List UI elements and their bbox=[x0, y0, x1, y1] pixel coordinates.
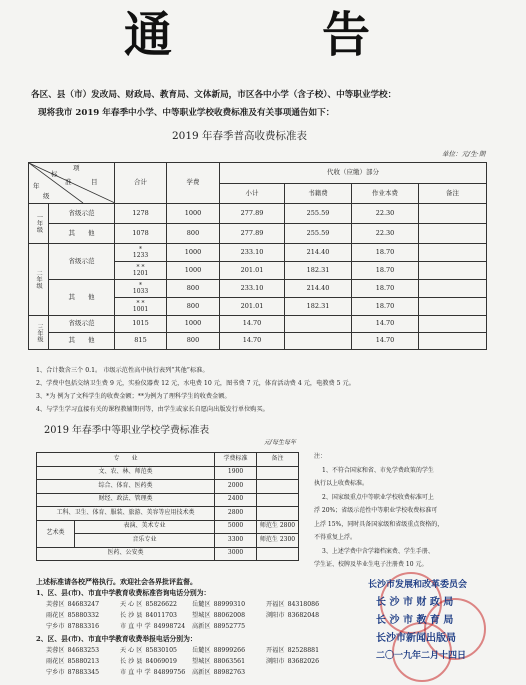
district-name: 浏阳市 bbox=[266, 612, 285, 619]
cell-major: 综合、体育、医药类 bbox=[37, 480, 215, 494]
phone-number: 88982763 bbox=[213, 669, 246, 676]
phone-number: 82528881 bbox=[287, 647, 320, 654]
phone-entry bbox=[46, 612, 99, 619]
cell-major: 表演、美术专业 bbox=[75, 520, 215, 534]
hdr-homework: 作业本费 bbox=[352, 183, 419, 204]
district-name: 浏阳市 bbox=[266, 658, 285, 665]
phone-number: 84683247 bbox=[67, 601, 100, 608]
cell-sub: 233.10 bbox=[220, 244, 285, 262]
cell-books: 214.40 bbox=[285, 280, 352, 298]
table-row bbox=[37, 507, 299, 521]
cell-major: 音乐专业 bbox=[75, 534, 215, 548]
cell-remark: 师范生 2300 bbox=[257, 534, 299, 548]
cell-remark bbox=[419, 298, 487, 316]
cell-major: 财经、政法、管理类 bbox=[37, 493, 215, 507]
district-name: 芙蓉区 bbox=[46, 601, 65, 608]
cell-tuition: 800 bbox=[167, 280, 220, 298]
phone-number: 88062008 bbox=[213, 612, 246, 619]
cell-total: 815 bbox=[115, 333, 167, 350]
table-row bbox=[37, 547, 299, 561]
phone-number: 84998724 bbox=[153, 623, 186, 630]
phone-number: 85830105 bbox=[145, 647, 177, 654]
phone-number: 85880332 bbox=[67, 612, 100, 619]
district-name: 岳麓区 bbox=[192, 647, 211, 654]
district-name: 开福区 bbox=[266, 601, 285, 608]
district-name: 开福区 bbox=[266, 647, 285, 654]
cell-remark bbox=[419, 280, 487, 298]
cell-books: 255.59 bbox=[285, 224, 352, 244]
cell-sub: 277.89 bbox=[220, 224, 285, 244]
cell-hw: 18.70 bbox=[352, 262, 419, 280]
phone-entry bbox=[266, 658, 319, 665]
phone-number: 84683253 bbox=[67, 647, 100, 654]
phone-number: 83682026 bbox=[287, 658, 320, 665]
cell-tuition: 800 bbox=[167, 224, 220, 244]
phone-entry bbox=[120, 669, 185, 676]
cell-hw: 22.30 bbox=[352, 204, 419, 224]
cell-std: 2800 bbox=[215, 507, 257, 521]
cell-sub: 277.89 bbox=[220, 204, 285, 224]
table-row bbox=[37, 534, 299, 548]
cell-std: 3300 bbox=[215, 534, 257, 548]
cell-books: 182.31 bbox=[285, 298, 352, 316]
district-name: 长 沙 县 bbox=[120, 658, 143, 665]
bottom-line-2: 1、区、县(市)、市直中学教育收费标准咨询电话分别为： bbox=[36, 589, 211, 597]
phone-number: 88952775 bbox=[213, 623, 246, 630]
district-name: 市 直 中 学 bbox=[120, 623, 151, 630]
phone-number: 85826622 bbox=[145, 601, 177, 608]
side-note-line: 2、国家级重点中等职业学校收费标准可上 bbox=[322, 493, 434, 501]
cell-books bbox=[285, 316, 352, 333]
phone-number: 88063561 bbox=[213, 658, 246, 665]
phone-entry bbox=[120, 601, 177, 608]
cell-major: 工科、卫生、体育、服装、旅游、美容等应用技术类 bbox=[37, 507, 215, 521]
district-name: 高新区 bbox=[192, 669, 211, 676]
signer-1: 长沙市发展和改革委员会 bbox=[368, 580, 468, 590]
phone-entry bbox=[120, 647, 177, 654]
district-name: 天 心 区 bbox=[120, 601, 143, 608]
phone-entry bbox=[192, 647, 245, 654]
mark-science: * * bbox=[136, 299, 145, 307]
cell-books: 182.31 bbox=[285, 262, 352, 280]
cell-std: 3000 bbox=[215, 547, 257, 561]
notice-date: 二〇一九年二月十四日 bbox=[376, 651, 467, 661]
table1-title: 2019 年春季普高收费标准表 bbox=[172, 130, 308, 142]
signer-4: 长沙市新闻出版局 bbox=[376, 633, 456, 644]
bottom-line-3: 2、区、县(市)、市直中学教育收费举报电话分别为： bbox=[36, 635, 197, 643]
note-4: 4、与学生学习直接有关的课程教辅期刊等，由学生或家长自愿向出版发行单位购买。 bbox=[36, 406, 269, 413]
signer-3: 长 沙 市 教 育 局 bbox=[376, 615, 454, 626]
addressee: 各区、县（市）发改局、财政局、教育局、文体新局，市区各中小学（含子校）、中等职业学校： bbox=[31, 90, 397, 100]
row-type: 省级示范 bbox=[49, 204, 115, 224]
side-note-line: 1、不符合国家和省、市免学费政策的学生 bbox=[322, 466, 434, 474]
side-notes bbox=[314, 450, 443, 572]
district-name: 天 心 区 bbox=[120, 647, 143, 654]
cell-remark bbox=[257, 466, 299, 480]
side-note-line: 3、上述学费中含学籍档案费、学生手册、 bbox=[322, 547, 434, 555]
phone-entry bbox=[266, 601, 319, 608]
district-name: 芙蓉区 bbox=[46, 647, 65, 654]
phone-entry bbox=[192, 612, 245, 619]
phone-entry bbox=[192, 601, 245, 608]
hdr-sub: 小计 bbox=[220, 183, 285, 204]
cell-tuition: 1000 bbox=[167, 244, 220, 262]
cell-hw: 14.70 bbox=[352, 333, 419, 350]
table-row bbox=[29, 224, 487, 244]
note-2: 2、学费中包括交纳卫生费 9 元，实验仪器费 12 元，水电费 10 元，图书费 7 元，体育活动费 4 元，电教费 5 元。 bbox=[36, 380, 355, 387]
cell-sub: 14.70 bbox=[220, 316, 285, 333]
cell-books bbox=[285, 333, 352, 350]
cell-sub: 201.01 bbox=[220, 298, 285, 316]
hdr-std: 学费标准 bbox=[215, 453, 257, 467]
district-name: 高新区 bbox=[192, 623, 211, 630]
district-name: 宁乡市 bbox=[46, 623, 65, 630]
cell-hw: 14.70 bbox=[352, 316, 419, 333]
phone-entry bbox=[46, 601, 99, 608]
cell-tuition: 1000 bbox=[167, 316, 220, 333]
table-row bbox=[29, 333, 487, 350]
district-name: 望城区 bbox=[192, 612, 211, 619]
cell-major: 文、农、林、师范类 bbox=[37, 466, 215, 480]
side-note-line: 学生证、校牌及毕业生电子注册费 10 元。 bbox=[314, 561, 428, 568]
row-type: 省级示范 bbox=[49, 316, 115, 333]
phone-entry bbox=[192, 658, 245, 665]
hdr-c5: 年 bbox=[33, 182, 40, 190]
cell-total: 1078 bbox=[115, 224, 167, 244]
phone-entry bbox=[266, 612, 319, 619]
row-type: 其 他 bbox=[49, 224, 115, 244]
table-row bbox=[29, 316, 487, 333]
grade-1: 一年级 bbox=[29, 204, 49, 244]
hdr-c6: 级 bbox=[43, 192, 50, 200]
fee-table-vocational bbox=[36, 452, 299, 561]
cell-books: 255.59 bbox=[285, 204, 352, 224]
signer-2: 长 沙 市 财 政 局 bbox=[376, 597, 454, 608]
phone-number: 87883316 bbox=[67, 623, 100, 630]
mark-arts: * bbox=[139, 281, 143, 289]
table2-title: 2019 年春季中等职业学校学费标准表 bbox=[44, 425, 210, 436]
phone-entry bbox=[46, 669, 99, 676]
district-name: 雨花区 bbox=[46, 658, 65, 665]
table2-unit: 元/每生每年 bbox=[264, 439, 297, 446]
cell-total: 1001 bbox=[132, 305, 149, 313]
phone-number: 87883345 bbox=[67, 669, 100, 676]
grade-3: 三年级 bbox=[29, 316, 49, 350]
note-3: 3、*为 例为了文科学生的收费金额；**为例为了理科学生的收费金额。 bbox=[36, 393, 231, 400]
hdr-books: 书籍费 bbox=[285, 183, 352, 204]
cell-remark bbox=[419, 333, 487, 350]
phone-number: 85880213 bbox=[67, 658, 100, 665]
table-row bbox=[29, 244, 487, 262]
cell-remark bbox=[257, 493, 299, 507]
table-row bbox=[37, 493, 299, 507]
cell-total: 1201 bbox=[132, 269, 149, 277]
district-name: 望城区 bbox=[192, 658, 211, 665]
hdr-c3: 准 bbox=[65, 178, 72, 186]
district-name: 市 直 中 学 bbox=[120, 669, 151, 676]
side-note-line: 注： bbox=[314, 453, 327, 460]
hdr-remark2: 备注 bbox=[257, 453, 299, 467]
cell-sub: 201.01 bbox=[220, 262, 285, 280]
cell-std: 1900 bbox=[215, 466, 257, 480]
phone-entry bbox=[46, 658, 99, 665]
cell-hw: 18.70 bbox=[352, 244, 419, 262]
hdr-daishou: 代收（应缴）部分 bbox=[220, 163, 487, 184]
table1-unit: 单位：元/生·期 bbox=[442, 150, 486, 158]
cell-sub: 14.70 bbox=[220, 333, 285, 350]
cell-remark bbox=[257, 480, 299, 494]
mark-arts: * bbox=[139, 245, 143, 253]
phone-number: 84069019 bbox=[145, 658, 177, 665]
corner-header-cell bbox=[29, 163, 115, 204]
side-note-line: 执行以上收费标准。 bbox=[314, 480, 369, 487]
row-type: 其 他 bbox=[49, 280, 115, 316]
cell-tuition: 1000 bbox=[167, 204, 220, 224]
cell-total: 1033 bbox=[132, 287, 149, 295]
phone-entry bbox=[120, 623, 185, 630]
phone-entry bbox=[192, 669, 245, 676]
cell-hw: 18.70 bbox=[352, 298, 419, 316]
district-name: 雨花区 bbox=[46, 612, 65, 619]
cell-art: 艺术类 bbox=[37, 520, 75, 547]
table-row bbox=[29, 204, 487, 224]
hdr-c4: 目 bbox=[91, 178, 98, 186]
row-type: 其 他 bbox=[49, 333, 115, 350]
phone-entry bbox=[120, 658, 177, 665]
note-1: 1、合计数含三个 0.1。 市级示范性高中执行表列“其他”标准。 bbox=[36, 367, 209, 374]
cell-remark bbox=[257, 507, 299, 521]
hdr-total: 合计 bbox=[115, 163, 167, 204]
cell-tuition: 1000 bbox=[167, 262, 220, 280]
table-row bbox=[37, 520, 299, 534]
cell-hw: 18.70 bbox=[352, 280, 419, 298]
hdr-major: 专 业 bbox=[37, 453, 215, 467]
phone-entry bbox=[266, 647, 319, 654]
row-type: 省级示范 bbox=[49, 244, 115, 280]
phone-number: 88999266 bbox=[213, 647, 246, 654]
phone-number: 84899756 bbox=[153, 669, 186, 676]
title-char-2: 告 bbox=[322, 7, 372, 63]
district-name: 宁乡市 bbox=[46, 669, 65, 676]
grade-2: 二年级 bbox=[29, 244, 49, 316]
cell-remark bbox=[257, 547, 299, 561]
phone-number: 84011703 bbox=[145, 612, 177, 619]
cell-total: 1233 bbox=[132, 251, 149, 259]
phone-number: 83682048 bbox=[287, 612, 320, 619]
hdr-tuition: 学费 bbox=[167, 163, 220, 204]
cell-hw: 22.30 bbox=[352, 224, 419, 244]
bottom-line-1: 上述标准请各校严格执行。欢迎社会各界批评监督。 bbox=[36, 577, 197, 586]
cell-tuition: 800 bbox=[167, 298, 220, 316]
side-note-line: 浮 20%；省级示范性中等职业学校收费标准可 bbox=[314, 507, 438, 514]
side-note-line: 上浮 15%，同时具备国家级和省级重点资格的， bbox=[314, 520, 444, 528]
phone-entry bbox=[120, 612, 177, 619]
cell-remark bbox=[419, 224, 487, 244]
phone-number: 88999310 bbox=[213, 601, 246, 608]
district-name: 岳麓区 bbox=[192, 601, 211, 608]
cell-books: 214.40 bbox=[285, 244, 352, 262]
cell-tuition: 800 bbox=[167, 333, 220, 350]
phone-number: 84318086 bbox=[287, 601, 320, 608]
cell-remark: 师范生 2800 bbox=[257, 520, 299, 534]
cell-total: 1278 bbox=[115, 204, 167, 224]
cell-remark bbox=[419, 244, 487, 262]
cell-std: 5000 bbox=[215, 520, 257, 534]
side-note-line: 不得重复上浮。 bbox=[314, 534, 357, 541]
phone-entry bbox=[192, 623, 245, 630]
table-row bbox=[37, 466, 299, 480]
hdr-remark: 备注 bbox=[419, 183, 487, 204]
hdr-c2: 标 bbox=[51, 170, 58, 178]
cell-remark bbox=[419, 262, 487, 280]
cell-std: 2000 bbox=[215, 480, 257, 494]
title-char-1: 通 bbox=[124, 7, 174, 63]
cell-major: 医药、公安类 bbox=[37, 547, 215, 561]
cell-total: 1015 bbox=[115, 316, 167, 333]
cell-remark bbox=[419, 316, 487, 333]
mark-science: * * bbox=[136, 263, 145, 271]
phone-entry bbox=[46, 647, 99, 654]
table-row bbox=[29, 280, 487, 298]
cell-sub: 233.10 bbox=[220, 280, 285, 298]
phone-entry bbox=[46, 623, 99, 630]
district-name: 长 沙 县 bbox=[120, 612, 143, 619]
table-row bbox=[37, 480, 299, 494]
hdr-c1: 项 bbox=[73, 164, 80, 172]
intro: 现将我市 2019 年春季中小学、中等职业学校收费标准及有关事项通告如下： bbox=[38, 108, 335, 118]
cell-remark bbox=[419, 204, 487, 224]
fee-table-highschool bbox=[28, 162, 487, 350]
cell-std: 2400 bbox=[215, 493, 257, 507]
